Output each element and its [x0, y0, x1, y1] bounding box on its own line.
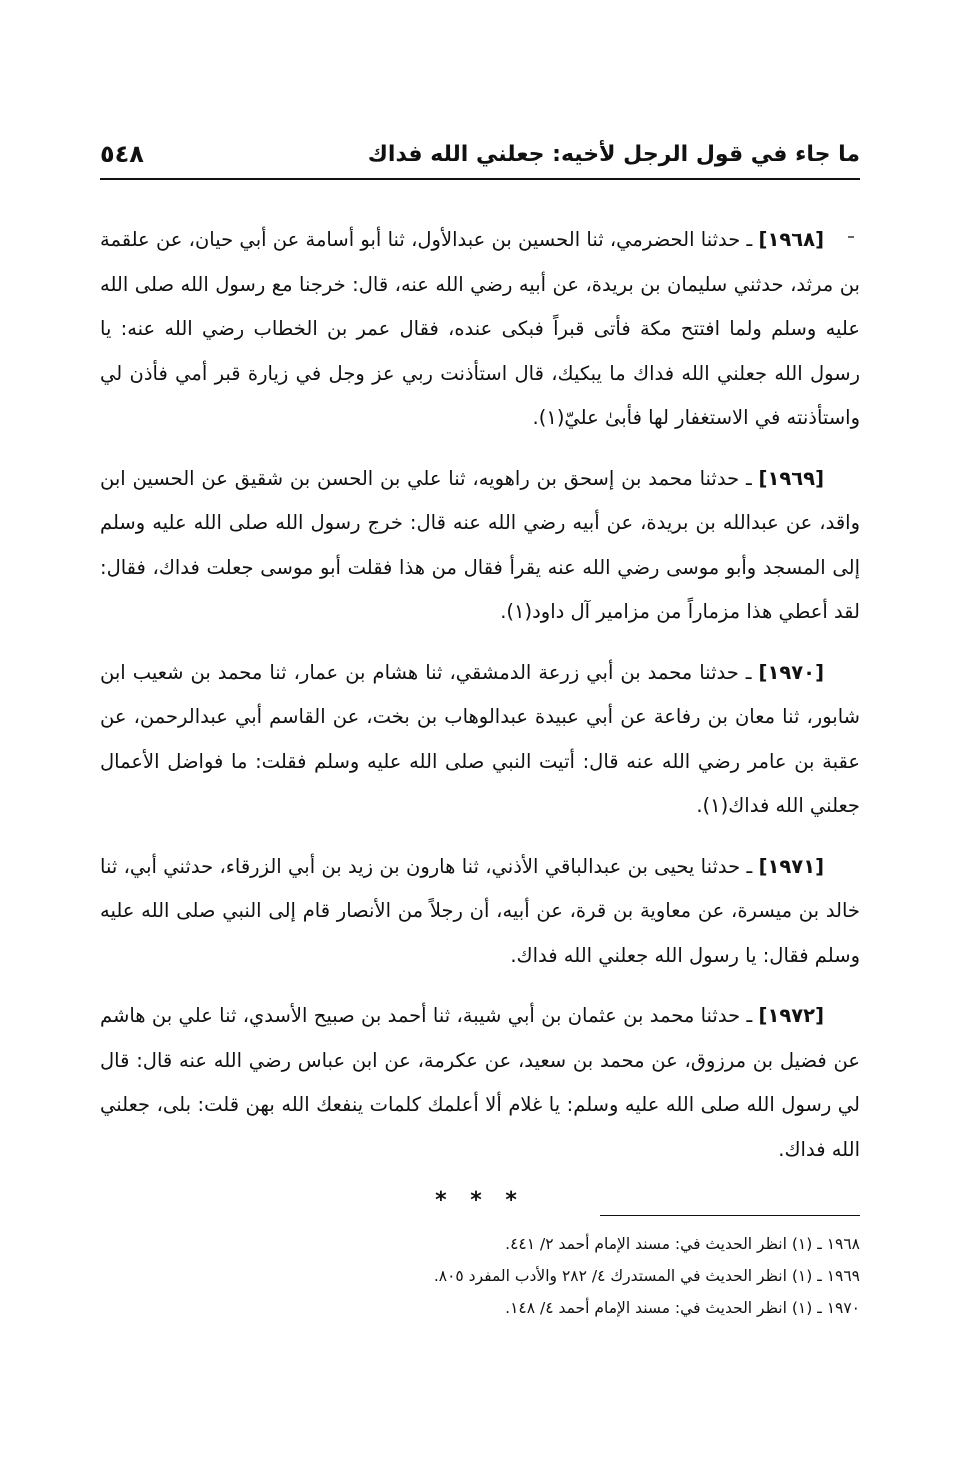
footnote-1969: ١٩٦٩ ـ (١) انظر الحديث في المستدرك ٤/ ٢٨٢ والأدب المفرد ٨٠٥.: [433, 1267, 860, 1285]
footnote-1970: ١٩٧٠ ـ (١) انظر الحديث في: مسند الإمام أحمد ٤/ ١٤٨.: [505, 1299, 860, 1317]
hadith-number: [١٩٦٩]: [758, 466, 824, 490]
footnote-rule: [600, 1215, 860, 1216]
running-title: ما جاء في قول الرجل لأخيه: جعلني الله فداك: [367, 141, 860, 167]
page-number: ٥٤٨: [100, 140, 144, 168]
footnote-1968: ١٩٦٨ ـ (١) انظر الحديث في: مسند الإمام أحمد ٢/ ٤٤١.: [505, 1235, 860, 1253]
section-separator: * * *: [435, 1188, 525, 1213]
hadith-text: ـ حدثنا يحيى بن عبدالباقي الأذني، ثنا هارون بن زيد بن أبي الزرقاء، حدثني أبي، ثنا خالد بن ميسرة، عن معاوية بن قرة، عن أبيه، أن رجلاً من الأنصار قام إلى النبي صلى الله عليه وسلم فقال: يا رسول الله جعلني الله فداك.: [100, 854, 860, 967]
hadith-1970: [100, 651, 860, 829]
hadith-text: ـ حدثنا محمد بن أبي زرعة الدمشقي، ثنا هشام بن عمار، ثنا محمد بن شعيب ابن شابور، ثنا معان بن رفاعة عن أبي عبيدة عبدالوهاب بن بخت، عن القاسم أبي عبدالرحمن، عن عقبة بن عامر رضي الله عنه قال: أتيت النبي صلى الله عليه وسلم فقلت: ما فواضل الأعمال جعلني الله فداك(١).: [100, 660, 860, 817]
hadith-1971: [100, 845, 860, 979]
hadith-number: [١٩٧١]: [758, 854, 825, 878]
page: [100, 130, 860, 1317]
hadith-number: [١٩٦٨]: [758, 228, 824, 251]
hadith-body: [100, 218, 860, 1213]
footnote-list: [100, 1228, 860, 1324]
hadith-number: [١٩٧٠]: [758, 660, 824, 684]
running-header: [100, 130, 860, 180]
footnotes: [100, 1215, 860, 1324]
hadith-1969: [100, 457, 860, 635]
hadith-text: ـ حدثنا محمد بن إسحق بن راهويه، ثنا علي بن الحسن بن شقيق عن الحسين ابن واقد، عن عبدالله بن بريدة، عن أبيه رضي الله عنه قال: خرج رسول الله صلى الله عليه وسلم إلى المسجد وأبو موسى رضي الله عنه يقرأ فقال من هذا فقلت أبو موسى جعلت فداك، فقال: لقد أعطي هذا مزماراً من مزامير آل داود(١).: [100, 466, 860, 623]
hadith-text: ـ حدثنا الحضرمي، ثنا الحسين بن عبدالأول، ثنا أبو أسامة عن أبي حيان، عن علقمة بن مرثد، حدثني سليمان بن بريدة، عن أبيه رضي الله عنه، قال: خرجنا مع رسول الله صلى الله عليه وسلم ولما افتتح مكة فأتى قبراً فبكى عنده، فقال عمر بن الخطاب رضي الله عنه: يا رسول الله جعلني الله فداك ما يبكيك، قال استأذنت ربي عز وجل في زيارة قبر أمي فأذن لي واستأذنته في الاستغفار لها فأبىٰ عليّ(١).: [100, 228, 860, 429]
hadith-text: ـ حدثنا محمد بن عثمان بن أبي شيبة، ثنا أحمد بن صبيح الأسدي، ثنا علي بن هاشم عن فضيل بن مرزوق، عن محمد بن سعيد، عن عكرمة، عن ابن عباس رضي الله عنه قال: قال لي رسول الله صلى الله عليه وسلم: يا غلام ألا أعلمك كلمات ينفعك الله بهن قلت: بلى، جعلني الله فداك.: [100, 1004, 860, 1161]
hadith-1968: [100, 218, 860, 441]
hadith-number: [١٩٧٢]: [758, 1004, 824, 1027]
hadith-1972: [100, 994, 860, 1172]
